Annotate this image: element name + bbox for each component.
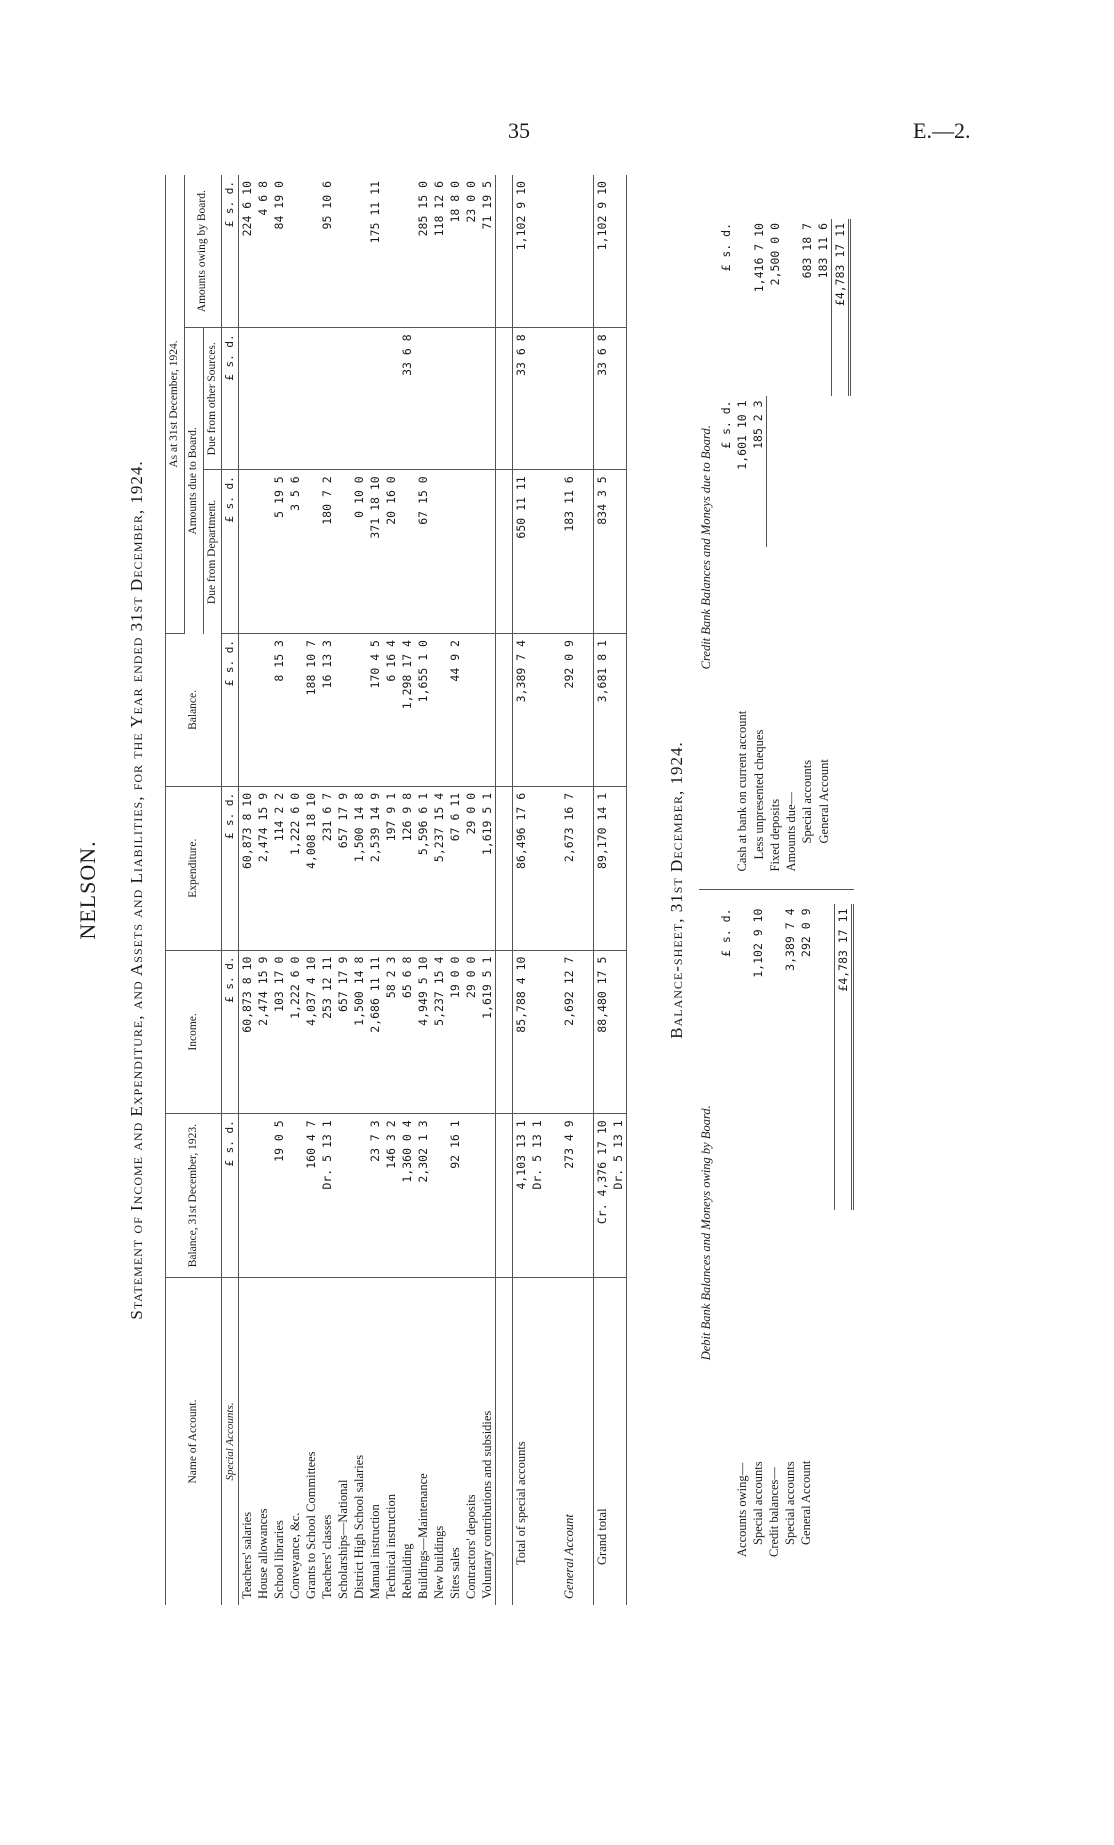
cell-income: 253 12 11: [319, 950, 335, 1114]
cell-due-other: [367, 328, 383, 470]
cell-amount-owing: 175 11 11: [367, 175, 383, 328]
cell-amount-owing: 4 6 8: [255, 175, 271, 328]
cell-expenditure: 657 17 9: [335, 786, 351, 950]
cell-income: 103 17 0: [271, 950, 287, 1114]
accounts-owing-label: Accounts owing—: [735, 1462, 750, 1557]
cell-expenditure: 5,596 6 1: [415, 786, 431, 950]
ad-special-value: 683 18 7: [800, 223, 815, 279]
cell-amount-owing: 118 12 6: [431, 175, 447, 328]
cell-expenditure: 67 6 11: [447, 786, 463, 950]
cell-account-name: Manual instruction: [368, 1504, 383, 1599]
credit-balances-label: Credit balances—: [767, 1467, 782, 1557]
cell-balance-1923: [431, 1114, 447, 1278]
statement-title: Statement of Income and Expenditure, and Assets and Liabilities, for the Year ended 31st December, 1924.: [127, 460, 146, 1320]
cell-amount-owing: [351, 175, 367, 328]
cell-due-other: [447, 328, 463, 470]
cell-balance: [255, 634, 271, 787]
cell-balance: 1,655 1 0: [415, 634, 431, 787]
cell-due-department: [479, 470, 496, 634]
fixed-deposits-value: 2,500 0 0: [768, 223, 783, 286]
cell-expenditure: 1,619 5 1: [479, 786, 496, 950]
cell-amount-owing: [303, 175, 319, 328]
account-rows: [239, 175, 496, 1605]
statement-table: [165, 175, 627, 1605]
cell-income: 58 2 3: [383, 950, 399, 1114]
account-row: [383, 175, 399, 1605]
cell-due-other: [351, 328, 367, 470]
cell-account-name: District High School salaries: [352, 1454, 367, 1599]
header-balance-1923: Balance, 31st December, 1923.: [166, 1114, 222, 1278]
cell-account-name: Sites sales: [448, 1547, 463, 1599]
cell-account-name: School libraries: [272, 1520, 287, 1599]
cell-balance-1923: [335, 1114, 351, 1278]
account-row: [463, 175, 479, 1605]
header-due-department: Due from Department.: [203, 470, 222, 634]
cell-due-department: 834 3 5: [594, 470, 611, 634]
cell-expenditure: 231 6 7: [319, 786, 335, 950]
balance-sheet-title: Balance-sheet, 31st December, 1924.: [667, 741, 687, 1039]
cell-balance-1923-dr: Dr. 5 13 1: [529, 1114, 545, 1278]
cell-due-department: [335, 470, 351, 634]
document-code: E.—2.: [913, 118, 971, 143]
cell-expenditure: 2,539 14 9: [367, 786, 383, 950]
cash-value: 1,601 10 1: [735, 400, 750, 470]
total-special-row: [513, 175, 530, 1605]
cell-account-name: Technical instruction: [384, 1494, 399, 1599]
cell-expenditure: 126 9 8: [399, 786, 415, 950]
cell-account-name: Scholarships—National: [336, 1479, 351, 1599]
cell-balance: 170 4 5: [367, 634, 383, 787]
unit-label: £ s. d.: [719, 908, 734, 957]
cell-balance-1923: [463, 1114, 479, 1278]
section-label: Special Accounts.: [224, 1402, 237, 1481]
cell-income: 2,474 15 9: [255, 950, 271, 1114]
cell-account-name: New buildings: [432, 1525, 447, 1599]
cell-income: 2,686 11 11: [367, 950, 383, 1114]
header-due-other: Due from other Sources.: [203, 328, 222, 470]
cell-income: 4,949 5 10: [415, 950, 431, 1114]
cell-due-other: [271, 328, 287, 470]
cell-due-other: 33 6 8: [399, 328, 415, 470]
account-row: [367, 175, 383, 1605]
cell-balance-1923: [287, 1114, 303, 1278]
account-row: [479, 175, 496, 1605]
account-row: [431, 175, 447, 1605]
rotated-page-content: [65, 175, 1114, 1605]
unit-label: £ s. d.: [222, 634, 239, 787]
total-special-label: Total of special accounts: [513, 1278, 530, 1605]
cell-balance: 6 16 4: [383, 634, 399, 787]
account-row: [351, 175, 367, 1605]
cell-due-department: [447, 470, 463, 634]
cell-balance-1923: 4,103 13 1: [513, 1114, 530, 1278]
cell-balance-1923: 160 4 7: [303, 1114, 319, 1278]
cell-due-department: 67 15 0: [415, 470, 431, 634]
cell-balance-1923: Dr. 5 13 1: [319, 1114, 335, 1278]
cell-balance: 1,298 17 4: [399, 634, 415, 787]
cell-expenditure: 4,008 18 10: [303, 786, 319, 950]
cb-special-value: 3,389 7 4: [783, 908, 798, 971]
account-row: [447, 175, 463, 1605]
cell-balance: 8 15 3: [271, 634, 287, 787]
cell-expenditure: 89,170 14 1: [594, 786, 611, 950]
cell-account-name: Conveyance, &c.: [288, 1512, 303, 1599]
unit-label: £ s. d.: [719, 400, 734, 449]
cell-income: 29 0 0: [463, 950, 479, 1114]
credit-caption: Credit Bank Balances and Moneys due to Board.: [699, 425, 714, 670]
cell-due-department: 183 11 6: [561, 470, 577, 634]
header-amounts-due: Amounts due to Board.: [184, 328, 203, 634]
debit-total: £4,783 17 11: [834, 905, 852, 1211]
cell-amount-owing: 1,102 9 10: [513, 175, 530, 328]
unpresented-label: Less unpresented cheques: [751, 729, 766, 860]
unit-label: £ s. d.: [222, 328, 239, 470]
cell-expenditure: 1,222 6 0: [287, 786, 303, 950]
cell-income: 2,692 12 7: [561, 950, 577, 1114]
cell-expenditure: 60,873 8 10: [239, 786, 256, 950]
cell-due-other: [479, 328, 496, 470]
ad-special-label: Special accounts: [800, 759, 815, 844]
cell-balance: [479, 634, 496, 787]
cell-income: 19 0 0: [447, 950, 463, 1114]
credit-total: £4,783 17 11: [832, 219, 850, 396]
cell-amount-owing: [561, 175, 577, 328]
page-title: NELSON.: [75, 840, 100, 940]
cell-balance: [287, 634, 303, 787]
cell-account-name: Contractors' deposits: [464, 1494, 479, 1599]
account-row: [287, 175, 303, 1605]
cb-general-label: General Account: [799, 1460, 814, 1545]
ad-general-label: General Account: [816, 759, 831, 844]
cell-account-name: Rebuilding: [400, 1543, 415, 1599]
cell-balance-1923: 92 16 1: [447, 1114, 463, 1278]
cell-due-other: [335, 328, 351, 470]
cell-expenditure: 86,496 17 6: [513, 786, 530, 950]
unit-label: £ s. d.: [719, 223, 734, 272]
header-amounts-owing: Amounts owing by Board.: [184, 175, 222, 328]
general-account-row: [561, 175, 577, 1605]
cell-due-other: [431, 328, 447, 470]
cell-income: 4,037 4 10: [303, 950, 319, 1114]
header-expenditure: Expenditure.: [166, 786, 222, 950]
cell-due-department: 20 16 0: [383, 470, 399, 634]
cell-income: 1,500 14 8: [351, 950, 367, 1114]
cell-balance: 3,681 8 1: [594, 634, 611, 787]
cell-balance: [431, 634, 447, 787]
header-balance: Balance.: [166, 634, 222, 787]
unit-label: £ s. d.: [222, 786, 239, 950]
cell-balance-1923: 19 0 5: [271, 1114, 287, 1278]
cell-due-other: [287, 328, 303, 470]
cell-due-department: 180 7 2: [319, 470, 335, 634]
cell-due-other: [383, 328, 399, 470]
unpresented-value: 185 2 3: [750, 396, 767, 546]
debit-caption: Debit Bank Balances and Moneys owing by Board.: [699, 1105, 714, 1361]
cell-balance: 44 9 2: [447, 634, 463, 787]
cell-balance: 16 13 3: [319, 634, 335, 787]
cell-income: 85,788 4 10: [513, 950, 530, 1114]
cell-balance: [351, 634, 367, 787]
cell-income: 657 17 9: [335, 950, 351, 1114]
cell-balance: [463, 634, 479, 787]
cell-balance-1923-cr: Cr. 4,376 17 10: [594, 1114, 611, 1278]
header-as-at-1924: As at 31st December, 1924.: [166, 175, 185, 634]
account-row: [399, 175, 415, 1605]
credit-side: [699, 205, 854, 891]
cell-account-name: Voluntary contributions and subsidies: [480, 1410, 495, 1599]
cell-expenditure: 1,500 14 8: [351, 786, 367, 950]
cell-balance: [335, 634, 351, 787]
account-row: [239, 175, 256, 1605]
cell-due-department: 3 5 6: [287, 470, 303, 634]
cell-due-department: [239, 470, 256, 634]
unit-label: £ s. d.: [222, 1114, 239, 1278]
cell-due-department: 650 11 11: [513, 470, 530, 634]
unit-label: £ s. d.: [222, 470, 239, 634]
cell-due-department: [303, 470, 319, 634]
cell-balance: 292 0 9: [561, 634, 577, 787]
cell-balance-1923: [255, 1114, 271, 1278]
unit-label: £ s. d.: [222, 950, 239, 1114]
cell-balance: [239, 634, 256, 787]
cell-amount-owing: 23 0 0: [463, 175, 479, 328]
cash-label: Cash at bank on current account: [735, 710, 750, 872]
cell-account-name: Grants to School Committees: [304, 1451, 319, 1599]
cell-amount-owing: 71 19 5: [479, 175, 496, 328]
cell-due-department: 5 19 5: [271, 470, 287, 634]
cell-due-other: [303, 328, 319, 470]
account-row: [335, 175, 351, 1605]
grand-total-label: Grand total: [594, 1278, 611, 1605]
cell-account-name: Teachers' classes: [320, 1514, 335, 1599]
account-row: [415, 175, 431, 1605]
cell-expenditure: 114 2 2: [271, 786, 287, 950]
cell-balance: 3,389 7 4: [513, 634, 530, 787]
cell-expenditure: 29 0 0: [463, 786, 479, 950]
cell-balance-1923: 23 7 3: [367, 1114, 383, 1278]
cell-account-name: House allowances: [256, 1508, 271, 1599]
cell-due-department: [463, 470, 479, 634]
account-row: [303, 175, 319, 1605]
cell-balance-1923-dr: Dr. 5 13 1: [610, 1114, 627, 1278]
cell-due-department: 371 18 10: [367, 470, 383, 634]
cell-amount-owing: [335, 175, 351, 328]
cell-income: 88,480 17 5: [594, 950, 611, 1114]
total-special-dr-row: [529, 175, 545, 1605]
cell-balance-1923: 2,302 1 3: [415, 1114, 431, 1278]
cell-income: 1,619 5 1: [479, 950, 496, 1114]
general-account-label: General Account: [562, 1514, 577, 1599]
cell-due-other: [561, 328, 577, 470]
cell-amount-owing: [399, 175, 415, 328]
cell-income: 1,222 6 0: [287, 950, 303, 1114]
grand-total-dr-row: [610, 175, 627, 1605]
page-number: 35: [508, 118, 530, 143]
cell-amount-owing: [287, 175, 303, 328]
amounts-due-label: Amounts due—: [784, 791, 799, 872]
cell-income: 65 6 8: [399, 950, 415, 1114]
cell-balance-1923: 273 4 9: [561, 1114, 577, 1278]
cell-expenditure: 2,474 15 9: [255, 786, 271, 950]
fixed-deposits-label: Fixed deposits: [768, 798, 783, 872]
cell-amount-owing: [383, 175, 399, 328]
grand-total-row: [594, 175, 611, 1605]
account-row: [271, 175, 287, 1605]
cell-amount-owing: 95 10 6: [319, 175, 335, 328]
cell-due-department: 0 10 0: [351, 470, 367, 634]
cb-special-label: Special accounts: [783, 1461, 798, 1545]
cell-due-other: [239, 328, 256, 470]
account-row: [255, 175, 271, 1605]
cell-income: 5,237 15 4: [431, 950, 447, 1114]
cell-expenditure: 5,237 15 4: [431, 786, 447, 950]
cell-balance-1923: [239, 1114, 256, 1278]
cell-balance-1923: [351, 1114, 367, 1278]
cell-expenditure: 2,673 16 7: [561, 786, 577, 950]
cell-amount-owing: 1,102 9 10: [594, 175, 611, 328]
cell-due-other: 33 6 8: [513, 328, 530, 470]
cell-amount-owing: 18 8 0: [447, 175, 463, 328]
cell-income: 60,873 8 10: [239, 950, 256, 1114]
cell-balance-1923: [479, 1114, 496, 1278]
special-accounts-label: Special accounts: [751, 1461, 766, 1545]
account-row: [319, 175, 335, 1605]
cell-due-other: [463, 328, 479, 470]
cell-due-other: [255, 328, 271, 470]
cell-account-name: Buildings—Maintenance: [416, 1473, 431, 1599]
cell-due-department: [399, 470, 415, 634]
cell-amount-owing: 285 15 0: [415, 175, 431, 328]
header-income: Income.: [166, 950, 222, 1114]
cell-expenditure: 197 9 1: [383, 786, 399, 950]
unit-label: £ s. d.: [222, 175, 239, 328]
cell-due-other: [319, 328, 335, 470]
debit-side: [699, 891, 854, 1576]
cell-due-other: [415, 328, 431, 470]
cell-balance-1923: 1,360 0 4: [399, 1114, 415, 1278]
units-row: [222, 175, 239, 1605]
net-cash-value: 1,416 7 10: [751, 223, 766, 293]
balance-sheet: [699, 175, 854, 1605]
special-accounts-value: 1,102 9 10: [751, 908, 766, 978]
cell-due-department: [431, 470, 447, 634]
cell-amount-owing: 84 19 0: [271, 175, 287, 328]
cell-account-name: Teachers' salaries: [240, 1511, 255, 1599]
cell-balance-1923: 146 3 2: [383, 1114, 399, 1278]
header-name-of-account: Name of Account.: [166, 1278, 222, 1605]
cell-due-department: [255, 470, 271, 634]
cell-balance: 188 10 7: [303, 634, 319, 787]
ad-general-value: 183 11 6: [816, 223, 831, 279]
cell-amount-owing: 224 6 10: [239, 175, 256, 328]
cb-general-value: 292 0 9: [799, 908, 814, 957]
cell-due-other: 33 6 8: [594, 328, 611, 470]
